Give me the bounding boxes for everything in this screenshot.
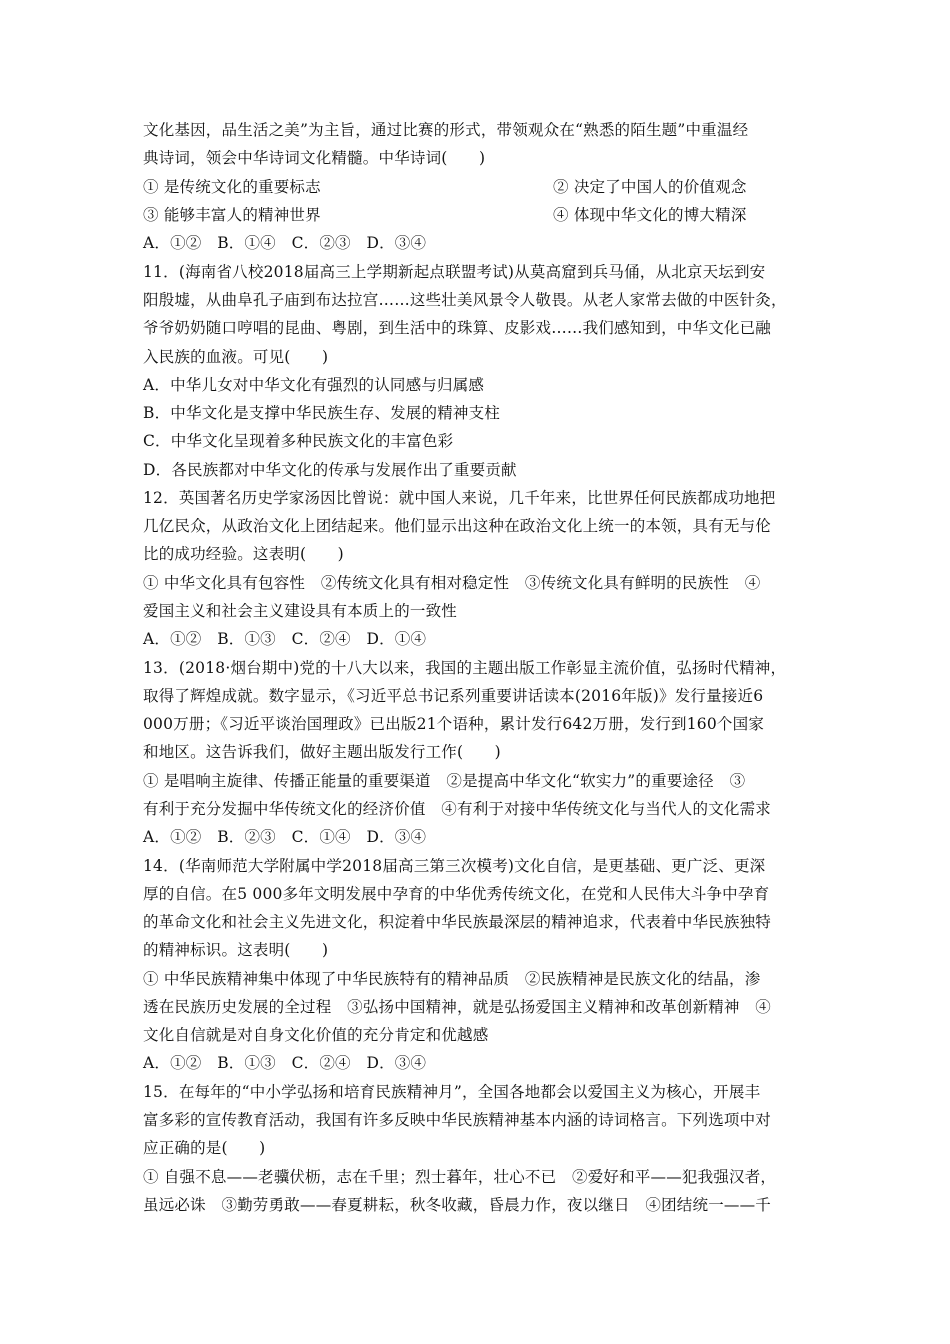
q12-line-4: ① 中华文化具有包容性 ②传统文化具有相对稳定性 ③传统文化具有鲜明的民族性 ④ xyxy=(143,574,761,592)
q11-line-1: 11．(海南省八校2018届高三上学期新起点联盟考试)从莫高窟到兵马俑，从北京天坛到安 xyxy=(143,263,766,281)
q11-option-b: B．中华文化是支撑中华民族生存、发展的精神支柱 xyxy=(143,404,500,422)
q15-line-2: 富多彩的宣传教育活动，我国有许多反映中华民族精神基本内涵的诗词格言。下列选项中对 xyxy=(143,1111,772,1129)
q13-line-4: 和地区。这告诉我们，做好主题出版发行工作( ) xyxy=(143,743,501,761)
q13-line-2: 取得了辉煌成就。数字显示，《习近平总书记系列重要讲话读本(2016年版)》发行量接近6 xyxy=(143,687,764,705)
q10-option-1: ① 是传统文化的重要标志 xyxy=(143,178,321,196)
q15-line-1: 15．在每年的“中小学弘扬和培育民族精神月”，全国各地都会以爱国主义为核心，开展丰 xyxy=(143,1083,761,1101)
q14-line-4: 的精神标识。这表明( ) xyxy=(143,941,329,959)
q11-line-3: 爷爷奶奶随口哼唱的昆曲、粤剧，到生活中的珠算、皮影戏……我们感知到，中华文化已融 xyxy=(143,319,772,337)
q12-choices: A．①② B．①③ C．②④ D．①④ xyxy=(143,630,427,648)
q12-line-2: 几亿民众，从政治文化上团结起来。他们显示出这种在政治文化上统一的本领，具有无与伦 xyxy=(143,517,772,535)
q11-option-d: D．各民族都对中华文化的传承与发展作出了重要贡献 xyxy=(143,461,517,479)
q14-line-1: 14．(华南师范大学附属中学2018届高三第三次模考)文化自信，是更基础、更广泛、更深 xyxy=(143,857,766,875)
q13-choices: A．①② B．②③ C．①④ D．③④ xyxy=(143,828,427,846)
q10-option-3: ③ 能够丰富人的精神世界 xyxy=(143,206,321,224)
q10-option-4: ④ 体现中华文化的博大精深 xyxy=(553,206,747,224)
q10-options-row-1 xyxy=(143,177,747,197)
q12-line-1: 12．英国著名历史学家汤因比曾说：就中国人来说，几千年来，比世界任何民族都成功地把 xyxy=(143,489,776,507)
q11-option-c: C．中华文化呈现着多种民族文化的丰富色彩 xyxy=(143,432,454,450)
q11-line-2: 阳殷墟，从曲阜孔子庙到布达拉宫……这些壮美风景令人敬畏。从老人家常去做的中医针灸， xyxy=(143,291,787,309)
q14-line-3: 的革命文化和社会主义先进文化，积淀着中华民族最深层的精神追求，代表着中华民族独特 xyxy=(143,913,772,931)
q14-line-6: 透在民族历史发展的全过程 ③弘扬中国精神，就是弘扬爱国主义精神和改革创新精神 ④ xyxy=(143,998,772,1016)
q15-line-5: 虽远必诛 ③勤劳勇敢——春夏耕耘，秋冬收藏，昏晨力作，夜以继日 ④团结统一——千 xyxy=(143,1196,772,1214)
q13-line-5: ① 是唱响主旋律、传播正能量的重要渠道 ②是提高中华文化“软实力”的重要途径 ③ xyxy=(143,772,746,790)
q15-line-4: ① 自强不息——老骥伏枥，志在千里；烈士暮年，壮心不已 ②爱好和平——犯我强汉者， xyxy=(143,1168,777,1186)
q14-choices: A．①② B．①③ C．②④ D．③④ xyxy=(143,1054,427,1072)
q15-line-3: 应正确的是( ) xyxy=(143,1139,266,1157)
q12-line-3: 比的成功经验。这表明( ) xyxy=(143,545,344,563)
q10-line-2: 典诗词，领会中华诗词文化精髓。中华诗词( ) xyxy=(143,149,486,167)
q14-line-5: ① 中华民族精神集中体现了中华民族特有的精神品质 ②民族精神是民族文化的结晶，渗 xyxy=(143,970,761,988)
q14-line-7: 文化自信就是对自身文化价值的充分肯定和优越感 xyxy=(143,1026,489,1044)
q14-line-2: 厚的自信。在5 000多年文明发展中孕育的中华优秀传统文化，在党和人民伟大斗争中孕育 xyxy=(143,885,770,903)
q10-choices: A．①② B．①④ C．②③ D．③④ xyxy=(143,234,427,252)
q10-option-2: ② 决定了中国人的价值观念 xyxy=(553,178,747,196)
q13-line-1: 13．(2018·烟台期中)党的十八大以来，我国的主题出版工作彰显主流价值，弘扬时代精神， xyxy=(143,659,787,677)
q13-line-6: 有利于充分发掘中华传统文化的经济价值 ④有利于对接中华传统文化与当代人的文化需求 xyxy=(143,800,772,818)
q13-line-3: 000万册；《习近平谈治国理政》已出版21个语种，累计发行642万册，发行到160个国家 xyxy=(143,715,765,733)
q11-line-4: 入民族的血液。可见( ) xyxy=(143,348,329,366)
q10-options-row-2 xyxy=(143,205,747,225)
q12-line-5: 爱国主义和社会主义建设具有本质上的一致性 xyxy=(143,602,458,620)
q10-line-1: 文化基因，品生活之美”为主旨，通过比赛的形式，带领观众在“熟悉的陌生题”中重温经 xyxy=(143,121,749,139)
q11-option-a: A．中华儿女对中华文化有强烈的认同感与归属感 xyxy=(143,376,485,394)
